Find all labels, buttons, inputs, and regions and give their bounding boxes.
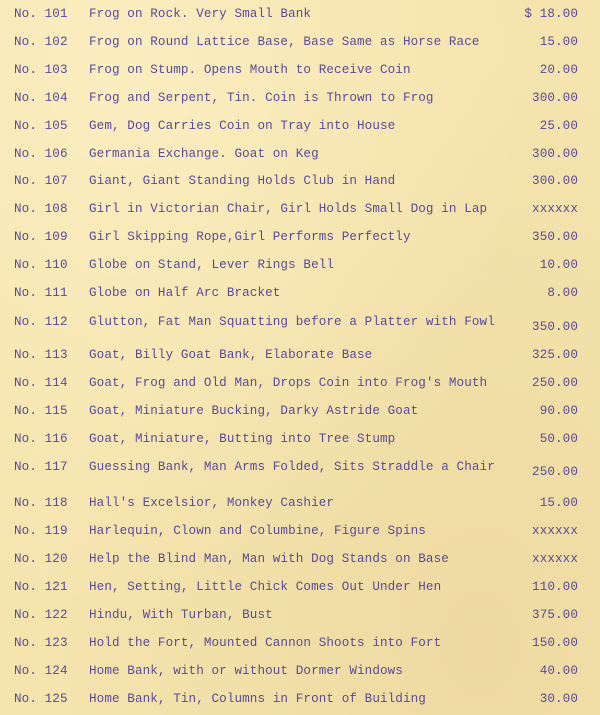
list-item [0, 577, 600, 597]
list-item [0, 549, 600, 569]
list-item [0, 88, 600, 108]
list-item [0, 345, 600, 365]
item-price: 110.00 [532, 580, 578, 594]
list-item [0, 227, 600, 247]
list-item [0, 373, 600, 393]
list-item [0, 171, 600, 191]
item-description: Goat, Billy Goat Bank, Elaborate Base [89, 348, 373, 362]
list-item [0, 457, 600, 477]
item-price: 90.00 [539, 404, 578, 418]
item-description: Giant, Giant Standing Holds Club in Hand [89, 174, 396, 188]
item-number: No. 118 [14, 496, 68, 510]
item-description: Globe on Stand, Lever Rings Bell [89, 258, 335, 272]
item-number: No. 102 [14, 35, 68, 49]
list-item [0, 60, 600, 80]
item-number: No. 117 [14, 460, 68, 474]
item-number: No. 110 [14, 258, 68, 272]
item-number: No. 125 [14, 692, 68, 706]
item-number: No. 114 [14, 376, 68, 390]
item-description: Hall's Excelsior, Monkey Cashier [89, 496, 335, 510]
item-price: 325.00 [532, 348, 578, 362]
list-item [0, 633, 600, 653]
item-price: 350.00 [532, 320, 578, 334]
item-price: xxxxxx [532, 524, 578, 538]
item-price: 8.00 [547, 286, 578, 300]
item-price: xxxxxx [532, 202, 578, 216]
item-description: Home Bank, Tin, Columns in Front of Building [89, 692, 426, 706]
list-item [0, 605, 600, 625]
list-item [0, 255, 600, 275]
item-description: Germania Exchange. Goat on Keg [89, 147, 319, 161]
item-price: xxxxxx [532, 552, 578, 566]
item-price: 350.00 [532, 230, 578, 244]
item-description: Harlequin, Clown and Columbine, Figure Spins [89, 524, 426, 538]
item-description: Guessing Bank, Man Arms Folded, Sits Straddle a Chair [89, 460, 495, 474]
item-price: $ 18.00 [524, 7, 578, 21]
item-description: Goat, Miniature Bucking, Darky Astride Goat [89, 404, 419, 418]
list-item [0, 493, 600, 513]
item-description: Gem, Dog Carries Coin on Tray into House [89, 119, 396, 133]
item-price: 25.00 [539, 119, 578, 133]
item-description: Girl Skipping Rope,Girl Performs Perfectly [89, 230, 411, 244]
item-price: 300.00 [532, 91, 578, 105]
list-item [0, 429, 600, 449]
item-number: No. 105 [14, 119, 68, 133]
item-price: 15.00 [539, 496, 578, 510]
item-number: No. 121 [14, 580, 68, 594]
list-item [0, 144, 600, 164]
item-price: 30.00 [539, 692, 578, 706]
item-description: Frog and Serpent, Tin. Coin is Thrown to Frog [89, 91, 434, 105]
item-number: No. 107 [14, 174, 68, 188]
item-number: No. 103 [14, 63, 68, 77]
list-item [0, 116, 600, 136]
item-description: Girl in Victorian Chair, Girl Holds Small Dog in Lap [89, 202, 488, 216]
item-price: 20.00 [539, 63, 578, 77]
item-price: 40.00 [539, 664, 578, 678]
item-description: Frog on Stump. Opens Mouth to Receive Coin [89, 63, 411, 77]
item-number: No. 123 [14, 636, 68, 650]
list-item [0, 661, 600, 681]
item-number: No. 112 [14, 315, 68, 329]
item-description: Goat, Miniature, Butting into Tree Stump [89, 432, 396, 446]
list-item [0, 32, 600, 52]
item-number: No. 113 [14, 348, 68, 362]
item-price: 10.00 [539, 258, 578, 272]
item-price: 250.00 [532, 465, 578, 479]
item-price: 375.00 [532, 608, 578, 622]
item-price: 50.00 [539, 432, 578, 446]
list-item [0, 312, 600, 332]
item-description: Globe on Half Arc Bracket [89, 286, 281, 300]
list-item [0, 283, 600, 303]
item-number: No. 111 [14, 286, 68, 300]
item-number: No. 101 [14, 7, 68, 21]
item-description: Goat, Frog and Old Man, Drops Coin into Frog's Mouth [89, 376, 488, 390]
item-description: Hen, Setting, Little Chick Comes Out Under Hen [89, 580, 442, 594]
item-price: 15.00 [539, 35, 578, 49]
list-item [0, 521, 600, 541]
list-item [0, 4, 600, 24]
item-number: No. 108 [14, 202, 68, 216]
item-number: No. 122 [14, 608, 68, 622]
item-description: Hold the Fort, Mounted Cannon Shoots into Fort [89, 636, 442, 650]
item-price: 300.00 [532, 174, 578, 188]
item-number: No. 119 [14, 524, 68, 538]
item-description: Frog on Round Lattice Base, Base Same as Horse Race [89, 35, 480, 49]
item-number: No. 104 [14, 91, 68, 105]
item-number: No. 124 [14, 664, 68, 678]
list-item [0, 689, 600, 709]
item-number: No. 115 [14, 404, 68, 418]
item-number: No. 120 [14, 552, 68, 566]
item-price: 150.00 [532, 636, 578, 650]
item-description: Home Bank, with or without Dormer Windows [89, 664, 403, 678]
item-description: Help the Blind Man, Man with Dog Stands on Base [89, 552, 449, 566]
item-price: 300.00 [532, 147, 578, 161]
item-description: Frog on Rock. Very Small Bank [89, 7, 312, 21]
list-item [0, 199, 600, 219]
item-number: No. 116 [14, 432, 68, 446]
item-number: No. 109 [14, 230, 68, 244]
item-price: 250.00 [532, 376, 578, 390]
list-item [0, 401, 600, 421]
item-number: No. 106 [14, 147, 68, 161]
item-description: Glutton, Fat Man Squatting before a Platter with Fowl [89, 315, 495, 329]
item-description: Hindu, With Turban, Bust [89, 608, 273, 622]
